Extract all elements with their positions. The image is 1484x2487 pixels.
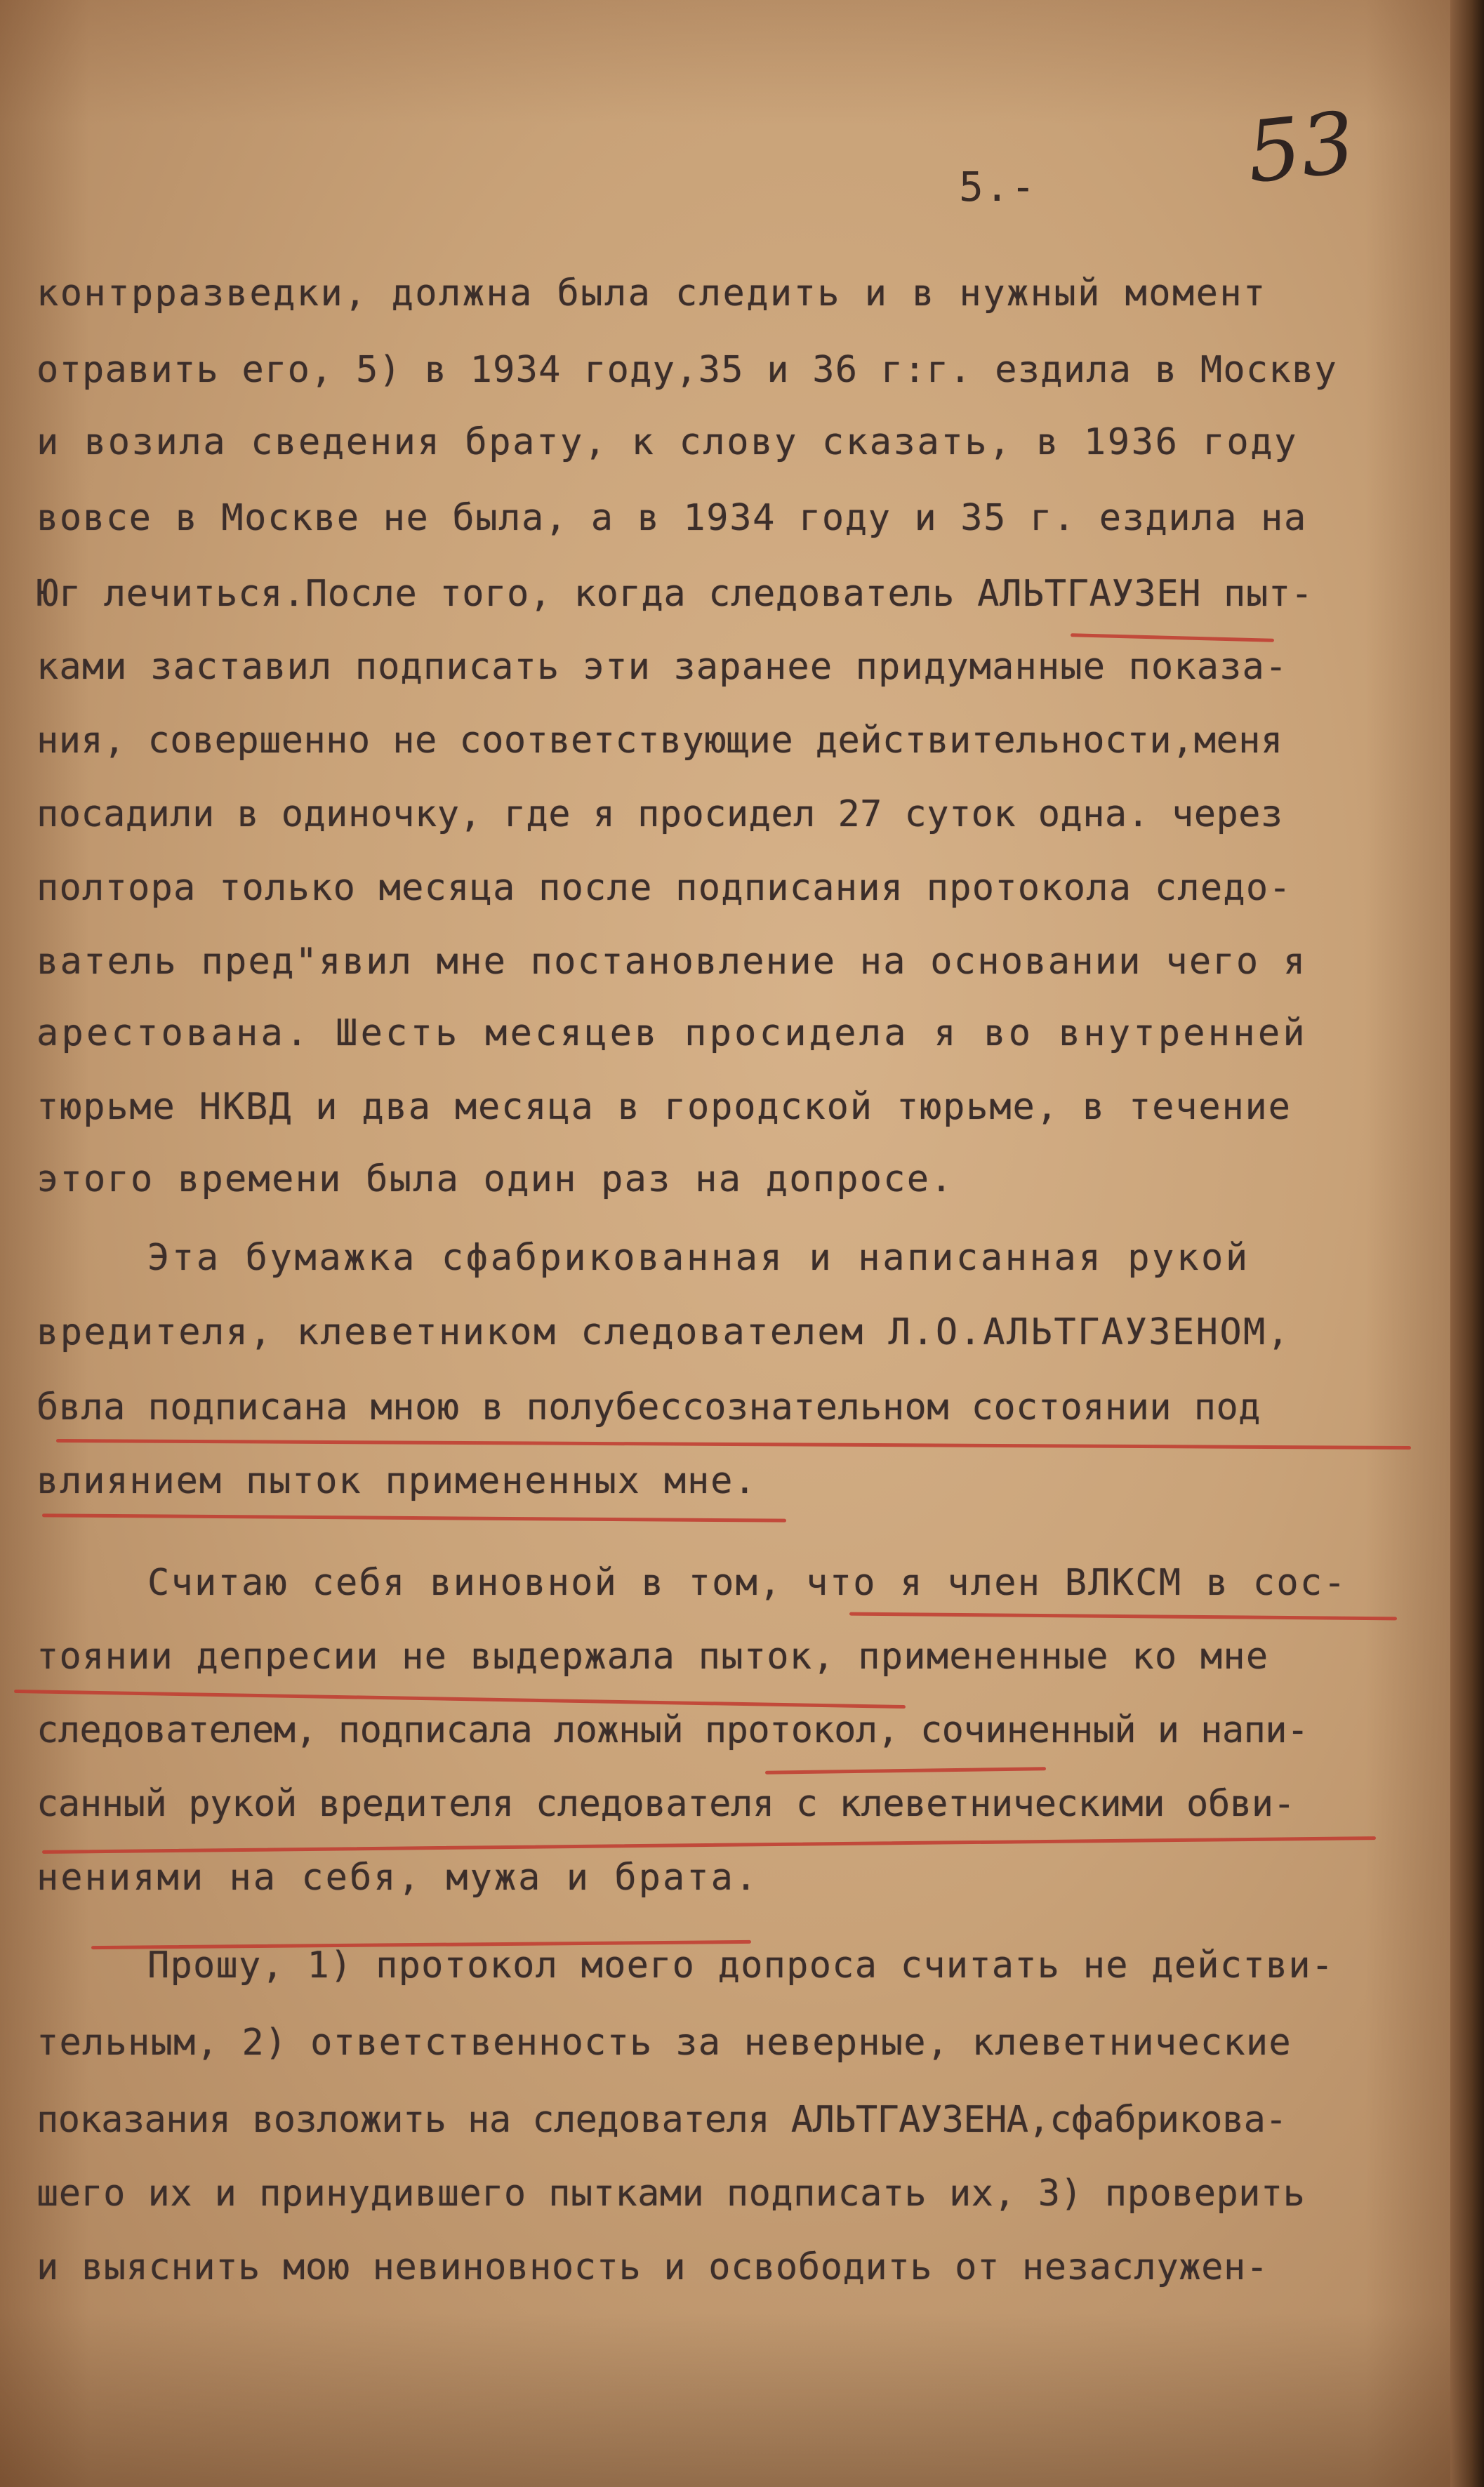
- text-line: Прошу, 1) протокол моего допроса считать не действи-: [147, 1944, 1334, 1987]
- text-line: полтора только месяца после подписания протокола следо-: [37, 867, 1292, 909]
- text-line: бвла подписана мною в полубессознательном состоянии под: [37, 1386, 1261, 1428]
- text-line: тельным, 2) ответственность за неверные, клеветнические: [37, 2022, 1292, 2064]
- text-line: следователем, подписала ложный протокол, сочиненный и напи-: [37, 1709, 1309, 1751]
- text-line: и возила сведения брату, к слову сказать, в 1936 году: [37, 421, 1299, 463]
- text-line: шего их и принудившего пытками подписать их, 3) проверить: [37, 2173, 1306, 2215]
- red-underline: [42, 1836, 1376, 1854]
- text-line: посадили в одиночку, где я просидел 27 суток одна. через: [37, 793, 1283, 835]
- text-line: нениями на себя, мужа и брата.: [37, 1857, 760, 1899]
- text-line: этого времени была один раз на допросе.: [37, 1158, 954, 1200]
- red-underline: [849, 1612, 1397, 1621]
- text-line: Считаю себя виновной в том, что я член ВЛКСМ в сос-: [147, 1562, 1347, 1604]
- text-line: вредителя, клеветником следователем Л.О.АЛЬТГАУЗЕНОМ,: [37, 1311, 1291, 1353]
- archive-number-handwritten: 53: [1243, 94, 1360, 203]
- text-line: контрразведки, должна была следить и в нужный момент: [37, 272, 1267, 314]
- red-underline: [1071, 633, 1274, 642]
- text-line: Юг лечиться.После того, когда следователь АЛЬТГАУЗЕН пыт-: [37, 573, 1313, 615]
- text-line: тоянии депресии не выдержала пыток, примененные ко мне: [37, 1636, 1269, 1678]
- text-line: отравить его, 5) в 1934 году,35 и 36 г:г. ездила в Москву: [37, 349, 1337, 391]
- red-underline: [765, 1767, 1046, 1775]
- text-line: санный рукой вредителя следователя с клеветническими обви-: [37, 1783, 1295, 1825]
- text-line: тюрьме НКВД и два месяца в городской тюрьме, в течение: [37, 1086, 1292, 1128]
- text-line: ватель пред"явил мне постановление на основании чего я: [37, 941, 1307, 983]
- text-line: вовсе в Москве не была, а в 1934 году и 35 г. ездила на: [37, 497, 1307, 539]
- text-line: влиянием пыток примененных мне.: [37, 1460, 757, 1502]
- red-underline: [42, 1513, 786, 1522]
- text-line: Эта бумажка сфабрикованная и написанная рукой: [147, 1237, 1250, 1279]
- text-line: и выяснить мою невиновность и освободить от незаслужен-: [37, 2246, 1268, 2288]
- page-edge: [1450, 0, 1484, 2487]
- text-line: арестована. Шесть месяцев просидела я во внутренней: [37, 1012, 1308, 1054]
- text-line: показания возложить на следователя АЛЬТГАУЗЕНА,сфабрикова-: [37, 2099, 1287, 2141]
- page-number: 5.-: [959, 163, 1037, 211]
- red-underline: [14, 1690, 906, 1709]
- text-line: ния, совершенно не соответствующие действительности,меня: [37, 719, 1283, 762]
- text-line: ками заставил подписать эти заранее придуманные показа-: [37, 646, 1288, 688]
- red-underline: [56, 1439, 1411, 1450]
